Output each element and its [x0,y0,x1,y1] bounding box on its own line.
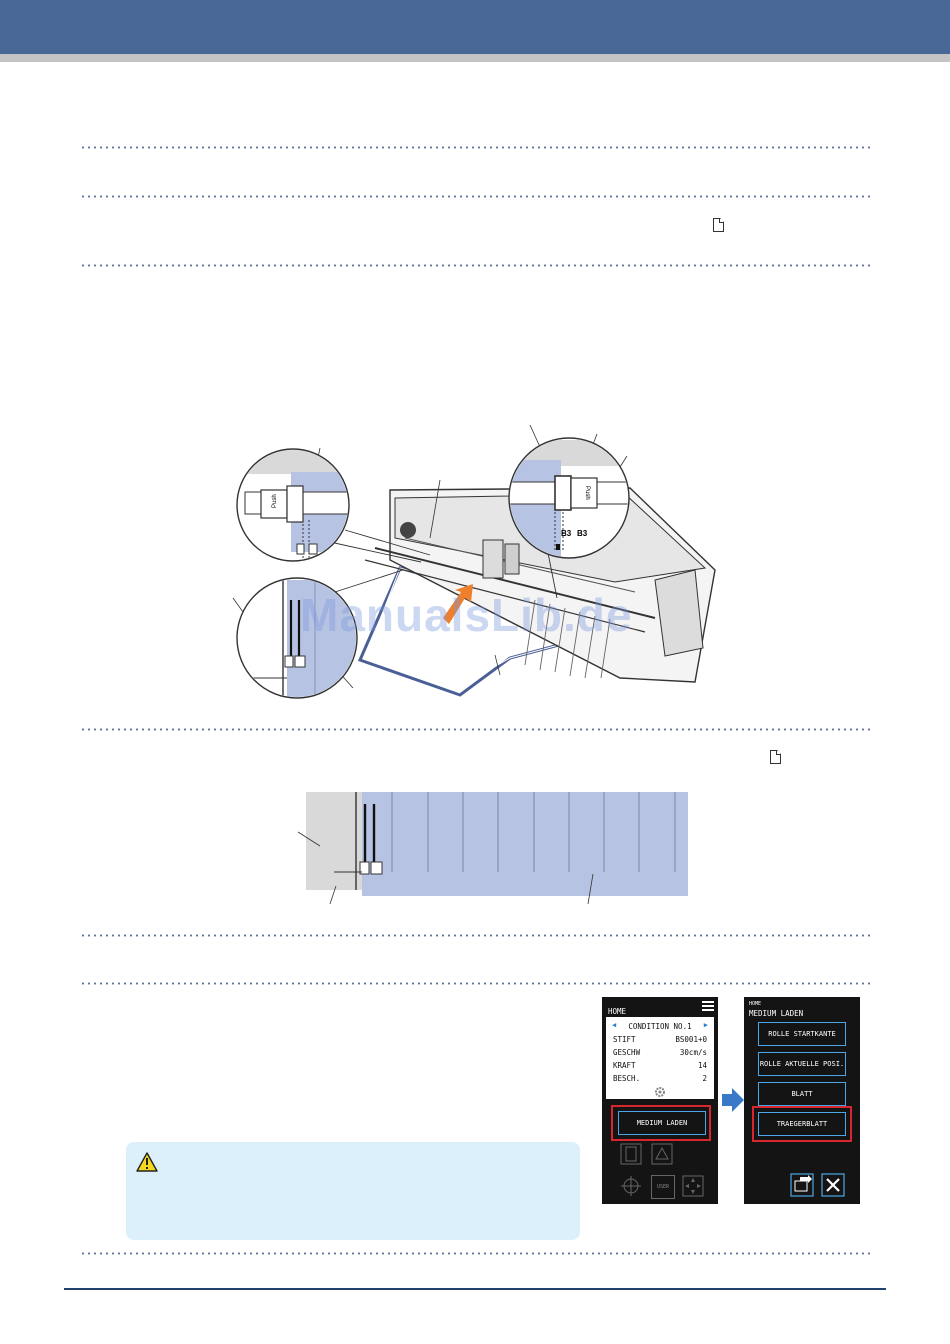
settings-gear-icon[interactable] [655,1087,665,1097]
alignment-detail-illustration [290,790,690,910]
page-reference-icon [713,218,724,232]
next-condition-icon[interactable]: ▶ [703,1021,708,1029]
crosshair-icon[interactable] [620,1175,642,1197]
hamburger-icon[interactable] [702,1001,714,1011]
section-divider [80,1252,870,1255]
footer-rule [64,1288,886,1290]
breadcrumb: HOME [749,1001,762,1007]
section-divider [80,982,870,985]
user-button[interactable]: USER [651,1175,675,1199]
caution-box [126,1142,580,1240]
rolle-aktuelle-position-button[interactable]: ROLLE AKTUELLE POSI. [758,1052,846,1076]
previous-condition-icon[interactable]: ◀ [612,1021,617,1029]
header-shadow [0,54,950,62]
traegerblatt-button[interactable]: TRAEGERBLATT [758,1112,846,1136]
screen-title: MEDIUM LADEN [749,1009,804,1018]
push-label-left: Push [272,494,278,508]
condition-number: CONDITION NO.1 [628,1022,692,1031]
size-mark-b3: B3 [561,529,572,538]
next-step-arrow-icon [722,1088,744,1112]
medium-laden-button[interactable]: MEDIUM LADEN [618,1111,706,1135]
push-label-right: Push [584,486,590,500]
warning-icon [136,1152,158,1172]
section-divider [80,264,870,267]
load-media-icon[interactable] [790,1173,814,1197]
condition-row: STIFT BS001+0 [613,1035,707,1044]
touch-screen-home [602,997,718,1204]
highlight-frame [611,1105,711,1141]
condition-row: GESCHW 30cm/s [613,1048,707,1057]
plotter-illustration [225,420,725,710]
touch-screen-medium-laden [744,997,860,1204]
condition-row: KRAFT 14 [613,1061,707,1070]
header-bar [0,0,950,54]
page-reference-icon [770,750,781,764]
blatt-button[interactable]: BLATT [758,1082,846,1106]
watermark: ManualsLib.de [300,589,633,641]
move-arrows-icon[interactable] [682,1175,704,1197]
file-icon[interactable] [620,1143,642,1165]
section-divider [80,934,870,937]
condition-panel [606,1017,714,1099]
shape-icon[interactable] [651,1143,673,1165]
condition-row: BESCH. 2 [613,1074,707,1083]
rolle-startkante-button[interactable]: ROLLE STARTKANTE [758,1022,846,1046]
screen-title: HOME [608,1007,627,1016]
size-mark-b3: B3 [577,529,588,538]
highlight-frame [752,1106,852,1142]
section-divider [80,728,870,731]
section-divider [80,146,870,149]
section-divider [80,195,870,198]
close-icon[interactable] [821,1173,845,1197]
